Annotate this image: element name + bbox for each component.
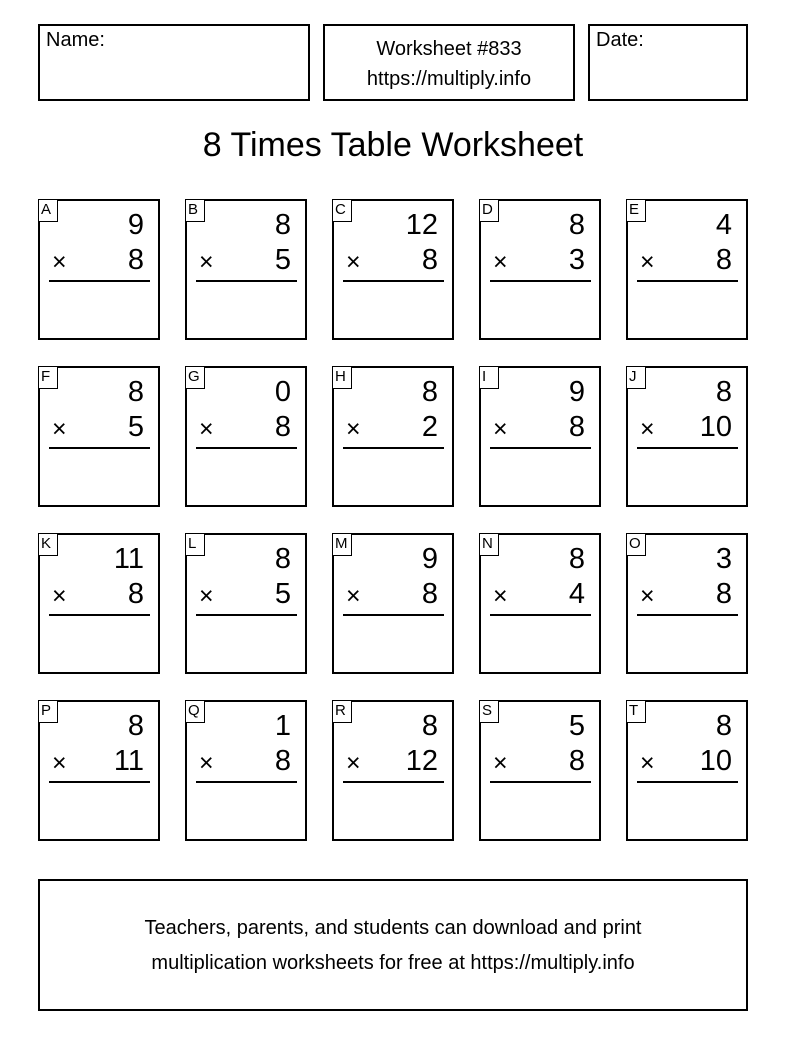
name-label: Name: [46,29,105,51]
answer-line [637,614,738,616]
problem-card[interactable] [38,533,160,674]
problem-card[interactable] [332,366,454,507]
problem-letter: D [479,199,499,222]
answer-line [49,614,150,616]
problem-card[interactable] [626,366,748,507]
answer-line [637,280,738,282]
times-sign: × [640,248,655,276]
problem-card[interactable] [38,700,160,841]
answer-line [343,447,444,449]
multiplicand: 8 [568,543,585,575]
problem-letter: O [626,533,646,556]
problem-card[interactable] [185,199,307,340]
multiplier: 5 [274,578,291,610]
footer-box [38,879,748,1011]
answer-line [196,447,297,449]
times-sign: × [493,582,508,610]
problem-card[interactable] [185,700,307,841]
multiplicand: 8 [127,710,144,742]
website-link[interactable]: https://multiply.info [366,68,532,90]
problem-letter: L [185,533,205,556]
problem-card[interactable] [479,533,601,674]
multiplicand: 8 [421,376,438,408]
problem-letter: R [332,700,352,723]
times-sign: × [52,749,67,777]
answer-line [49,447,150,449]
footer-line-1: Teachers, parents, and students can download and print [144,917,642,939]
answer-line [490,781,591,783]
multiplicand: 8 [421,710,438,742]
answer-line [49,280,150,282]
problem-letter: A [38,199,58,222]
multiplicand: 9 [127,209,144,241]
multiplier: 12 [405,745,438,777]
date-box[interactable] [588,24,748,101]
multiplier: 8 [421,244,438,276]
problem-card[interactable] [38,366,160,507]
answer-line [637,447,738,449]
times-sign: × [493,749,508,777]
times-sign: × [199,415,214,443]
multiplicand: 12 [405,209,438,241]
multiplicand: 11 [113,543,144,575]
multiplier: 2 [421,411,438,443]
times-sign: × [346,749,361,777]
problem-card[interactable] [185,366,307,507]
answer-line [49,781,150,783]
problem-letter: K [38,533,58,556]
problem-letter: F [38,366,58,389]
multiplier: 11 [113,745,144,777]
problem-letter: N [479,533,499,556]
times-sign: × [346,415,361,443]
multiplicand: 0 [274,376,291,408]
multiplier: 5 [127,411,144,443]
page-title: 8 Times Table Worksheet [202,126,584,164]
times-sign: × [52,415,67,443]
problem-card[interactable] [332,199,454,340]
problem-letter: H [332,366,352,389]
answer-line [343,614,444,616]
multiplier: 10 [699,411,732,443]
problem-card[interactable] [332,533,454,674]
answer-line [490,447,591,449]
multiplier: 3 [568,244,585,276]
problem-letter: B [185,199,205,222]
multiplier: 10 [699,745,732,777]
problem-letter: P [38,700,58,723]
problem-letter: S [479,700,499,723]
problem-card[interactable] [626,199,748,340]
multiplier: 8 [715,244,732,276]
times-sign: × [493,248,508,276]
problem-card[interactable] [332,700,454,841]
multiplicand: 8 [715,376,732,408]
answer-line [490,614,591,616]
problem-letter: C [332,199,352,222]
problem-letter: M [332,533,352,556]
answer-line [343,280,444,282]
times-sign: × [52,248,67,276]
multiplier: 8 [274,411,291,443]
times-sign: × [346,582,361,610]
multiplicand: 3 [715,543,732,575]
answer-line [343,781,444,783]
multiplier: 8 [568,745,585,777]
problem-card[interactable] [185,533,307,674]
answer-line [637,781,738,783]
problem-card[interactable] [626,533,748,674]
problem-card[interactable] [479,366,601,507]
multiplicand: 9 [568,376,585,408]
multiplier: 8 [127,578,144,610]
problem-card[interactable] [479,700,601,841]
name-box[interactable] [38,24,310,101]
multiplicand: 1 [274,710,291,742]
problem-letter: T [626,700,646,723]
times-sign: × [346,248,361,276]
problem-letter: E [626,199,646,222]
multiplier: 8 [421,578,438,610]
answer-line [196,280,297,282]
worksheet-info-box [323,24,575,101]
multiplicand: 9 [421,543,438,575]
problem-letter: G [185,366,205,389]
times-sign: × [493,415,508,443]
times-sign: × [199,248,214,276]
answer-line [196,614,297,616]
problem-letter: J [626,366,646,389]
multiplicand: 8 [274,543,291,575]
multiplier: 4 [568,578,585,610]
multiplicand: 8 [127,376,144,408]
problem-card[interactable] [38,199,160,340]
times-sign: × [199,582,214,610]
multiplicand: 5 [568,710,585,742]
multiplier: 8 [715,578,732,610]
multiplier: 8 [568,411,585,443]
multiplier: 8 [127,244,144,276]
multiplier: 8 [274,745,291,777]
multiplicand: 8 [274,209,291,241]
date-label: Date: [596,29,644,51]
multiplicand: 8 [568,209,585,241]
answer-line [490,280,591,282]
times-sign: × [640,749,655,777]
answer-line [196,781,297,783]
multiplicand: 4 [715,209,732,241]
problem-card[interactable] [626,700,748,841]
problem-letter: I [479,366,499,389]
times-sign: × [52,582,67,610]
worksheet-number: Worksheet #833 [376,38,522,60]
times-sign: × [199,749,214,777]
problem-card[interactable] [479,199,601,340]
times-sign: × [640,582,655,610]
multiplier: 5 [274,244,291,276]
multiplicand: 8 [715,710,732,742]
problem-letter: Q [185,700,205,723]
times-sign: × [640,415,655,443]
footer-line-2: multiplication worksheets for free at https://multiply.info [151,952,635,974]
